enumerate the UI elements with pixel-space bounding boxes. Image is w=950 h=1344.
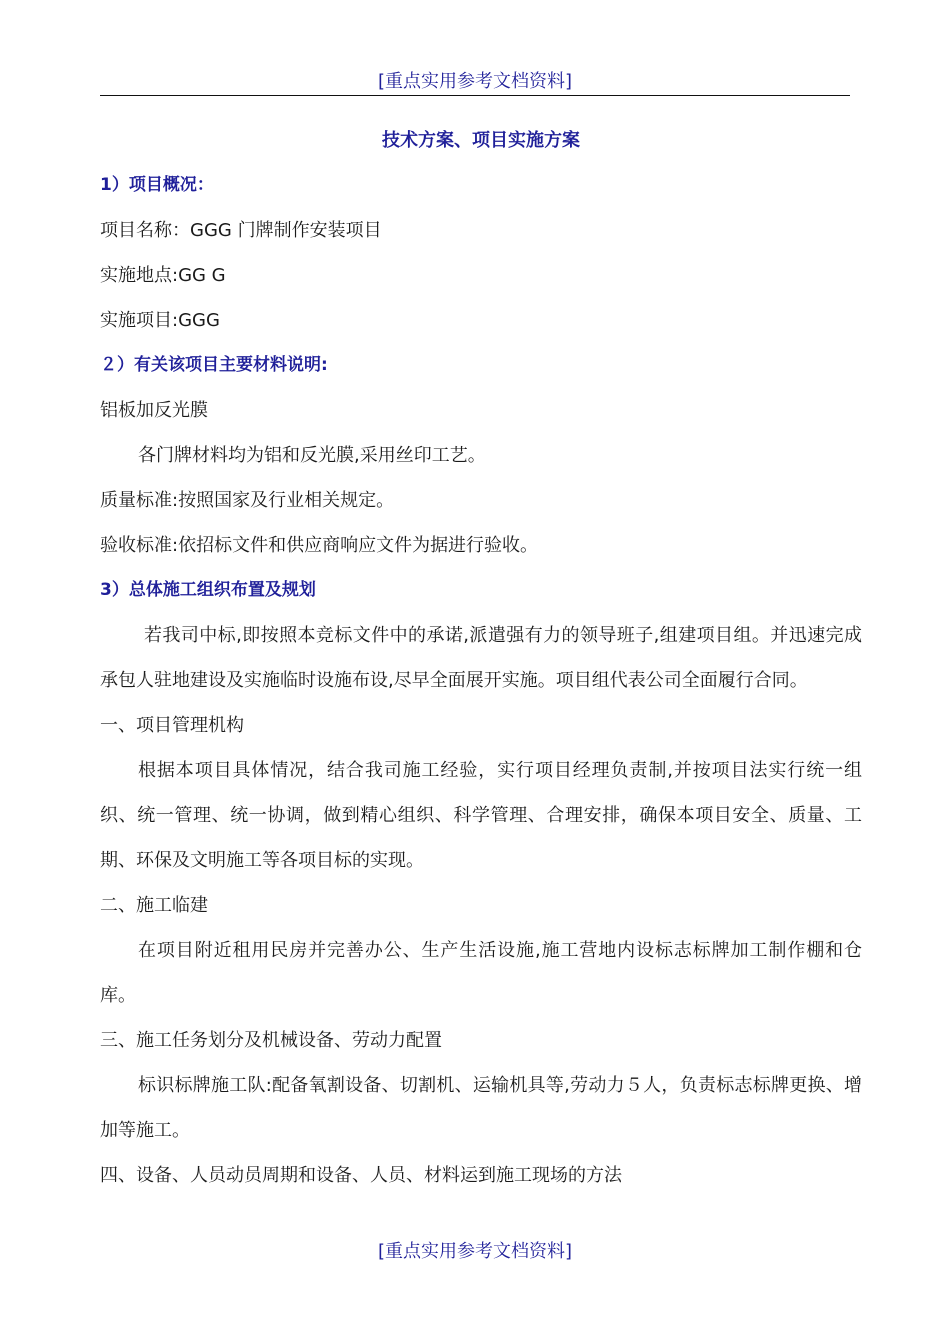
page-footer: [重点实用参考文档资料]: [377, 1241, 573, 1262]
page-header: [重点实用参考文档资料]: [377, 71, 573, 92]
project-name: 项目名称：GGG 门牌制作安装项目: [100, 220, 382, 241]
header-rule: [100, 95, 850, 96]
document-body: [100, 118, 862, 1198]
subsection-3-title: 三、施工任务划分及机械设备、劳动力配置: [100, 1030, 442, 1051]
material-description: 各门牌材料均为铝和反光膜,采用丝印工艺。: [138, 445, 486, 466]
material-name: 铝板加反光膜: [100, 400, 208, 421]
subsection-2-title: 二、施工临建: [100, 895, 208, 916]
quality-standard: 质量标准:按照国家及行业相关规定。: [100, 490, 395, 511]
subsection-1-title: 一、项目管理机构: [100, 715, 244, 736]
section-3-heading: 3）总体施工组织布置及规划: [100, 580, 316, 600]
project-item: 实施项目:GGG: [100, 310, 220, 331]
subsection-2-paragraph: 在项目附近租用民房并完善办公、生产生活设施,施工营地内设标志标牌加工制作棚和仓库。: [100, 940, 862, 1006]
section-2-heading: ２）有关该项目主要材料说明:: [100, 355, 328, 375]
section-1-heading: 1）项目概况：: [100, 175, 214, 195]
acceptance-standard: 验收标准:依招标文件和供应商响应文件为据进行验收。: [100, 535, 539, 556]
document-title: 技术方案、项目实施方案: [382, 130, 580, 151]
section-3-paragraph: 若我司中标,即按照本竞标文件中的承诺,派遣强有力的领导班子,组建项目组。并迅速完成承包人驻地建设及实施临时设施布设,尽早全面展开实施。项目组代表公司全面履行合同。: [100, 625, 862, 691]
subsection-1-paragraph: 根据本项目具体情况，结合我司施工经验，实行项目经理负责制,并按项目法实行统一组织、统一管理、统一协调，做到精心组织、科学管理、合理安排，确保本项目安全、质量、工期、环保及文明施工等各项目标的实现。: [100, 760, 862, 871]
subsection-4-title: 四、设备、人员动员周期和设备、人员、材料运到施工现场的方法: [100, 1165, 622, 1186]
subsection-3-paragraph: 标识标牌施工队:配备氧割设备、切割机、运输机具等,劳动力５人，负责标志标牌更换、增加等施工。: [100, 1075, 862, 1141]
project-location: 实施地点:GG G: [100, 265, 226, 286]
